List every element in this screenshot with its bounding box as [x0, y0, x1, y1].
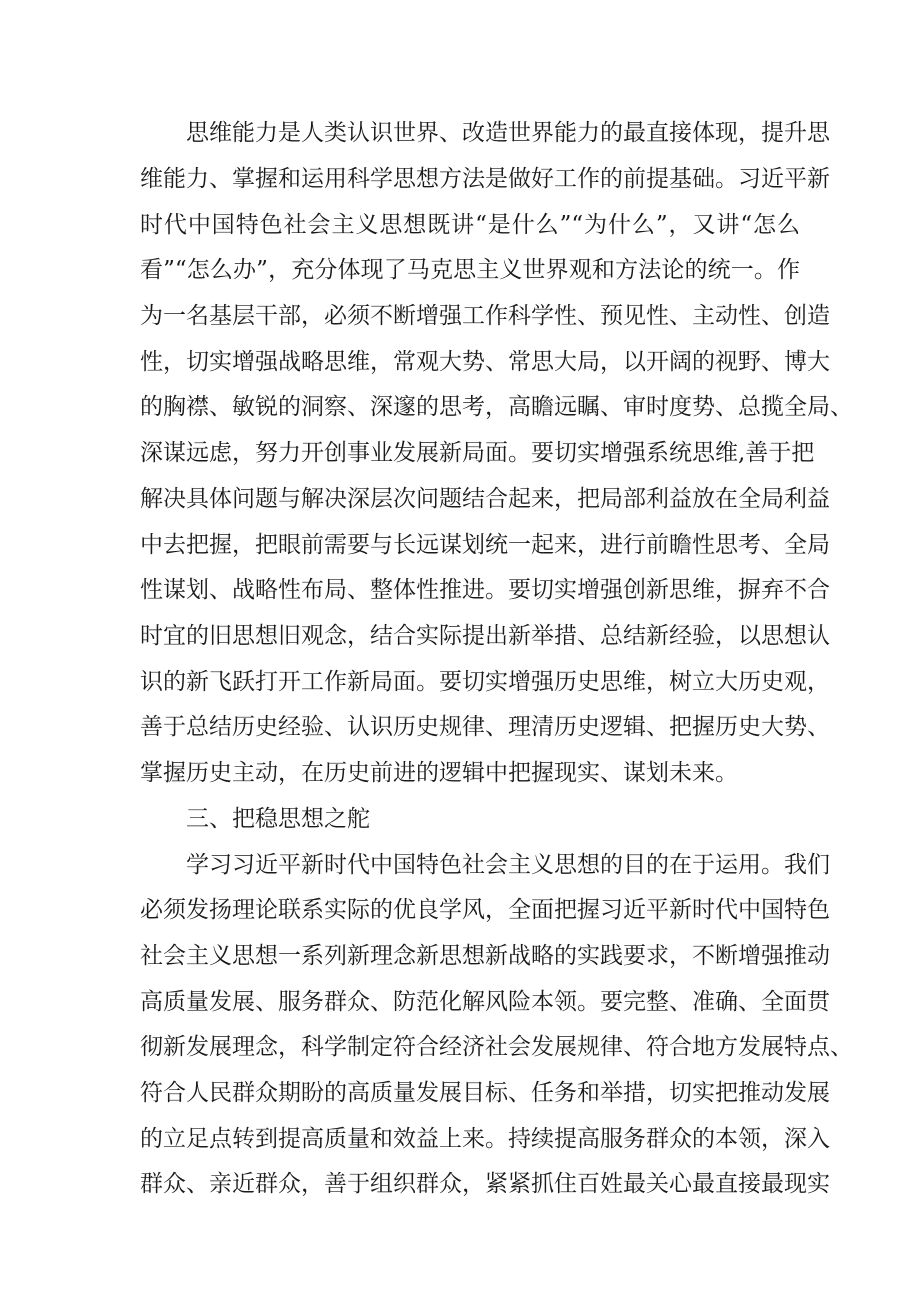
paragraph-2-line-6: 符合人民群众期盼的高质量发展目标、任务和举措，切实把推动发展	[140, 1080, 830, 1106]
paragraph-1-line-11: 性谋划、战略性布局、整体性推进。要切实增强创新思维，摒弃不合	[140, 577, 830, 603]
paragraph-2-line-8: 群众、亲近群众，善于组织群众，紧紧抓住百姓最关心最直接最现实	[140, 1171, 830, 1197]
paragraph-1-line-8: 深谋远虑，努力开创事业发展新局面。要切实增强系统思维,善于把	[140, 440, 815, 466]
paragraph-1-line-15: 掌握历史主动，在历史前进的逻辑中把握现实、谋划未来。	[140, 760, 738, 786]
paragraph-1-line-9: 解决具体问题与解决深层次问题结合起来，把局部利益放在全局利益	[140, 486, 830, 512]
paragraph-1-line-1: 思维能力是人类认识世界、改造世界能力的最直接体现，提升思	[186, 120, 830, 146]
paragraph-2-line-4: 高质量发展、服务群众、防范化解风险本领。要完整、准确、全面贯	[140, 989, 830, 1015]
paragraph-2-line-2: 必须发扬理论联系实际的优良学风，全面把握习近平新时代中国特色	[140, 897, 830, 923]
paragraph-1-line-10: 中去把握，把眼前需要与长远谋划统一起来，进行前瞻性思考、全局	[140, 532, 830, 558]
paragraph-1-line-4: 看”“怎么办”，充分体现了马克思主义世界观和方法论的统一。作	[140, 257, 800, 283]
paragraph-2-line-1: 学习习近平新时代中国特色社会主义思想的目的在于运用。我们	[186, 852, 830, 878]
paragraph-1-line-6: 性，切实增强战略思维，常观大势、常思大局，以开阔的视野、博大	[140, 349, 830, 375]
paragraph-2-line-3: 社会主义思想一系列新理念新思想新战略的实践要求，不断增强推动	[140, 943, 830, 969]
section-heading: 三、把稳思想之舵	[186, 806, 370, 832]
paragraph-1-line-12: 时宜的旧思想旧观念，结合实际提出新举措、总结新经验，以思想认	[140, 623, 830, 649]
paragraph-1-line-14: 善于总结历史经验、认识历史规律、理清历史逻辑、把握历史大势、	[140, 714, 830, 740]
paragraph-2-line-5: 彻新发展理念，科学制定符合经济社会发展规律、符合地方发展特点、	[140, 1034, 853, 1060]
paragraph-2-line-7: 的立足点转到提高质量和效益上来。持续提高服务群众的本领，深入	[140, 1126, 830, 1152]
paragraph-1-line-7: 的胸襟、敏锐的洞察、深邃的思考，高瞻远瞩、审时度势、总揽全局、	[140, 394, 853, 420]
paragraph-1-line-3: 时代中国特色社会主义思想既讲“是什么”“为什么”，又讲“怎么	[140, 212, 800, 238]
paragraph-1-line-2: 维能力、掌握和运用科学思想方法是做好工作的前提基础。习近平新	[140, 166, 830, 192]
paragraph-1-line-5: 为一名基层干部，必须不断增强工作科学性、预见性、主动性、创造	[140, 303, 830, 329]
paragraph-1-line-13: 识的新飞跃打开工作新局面。要切实增强历史思维，树立大历史观，	[140, 669, 830, 695]
